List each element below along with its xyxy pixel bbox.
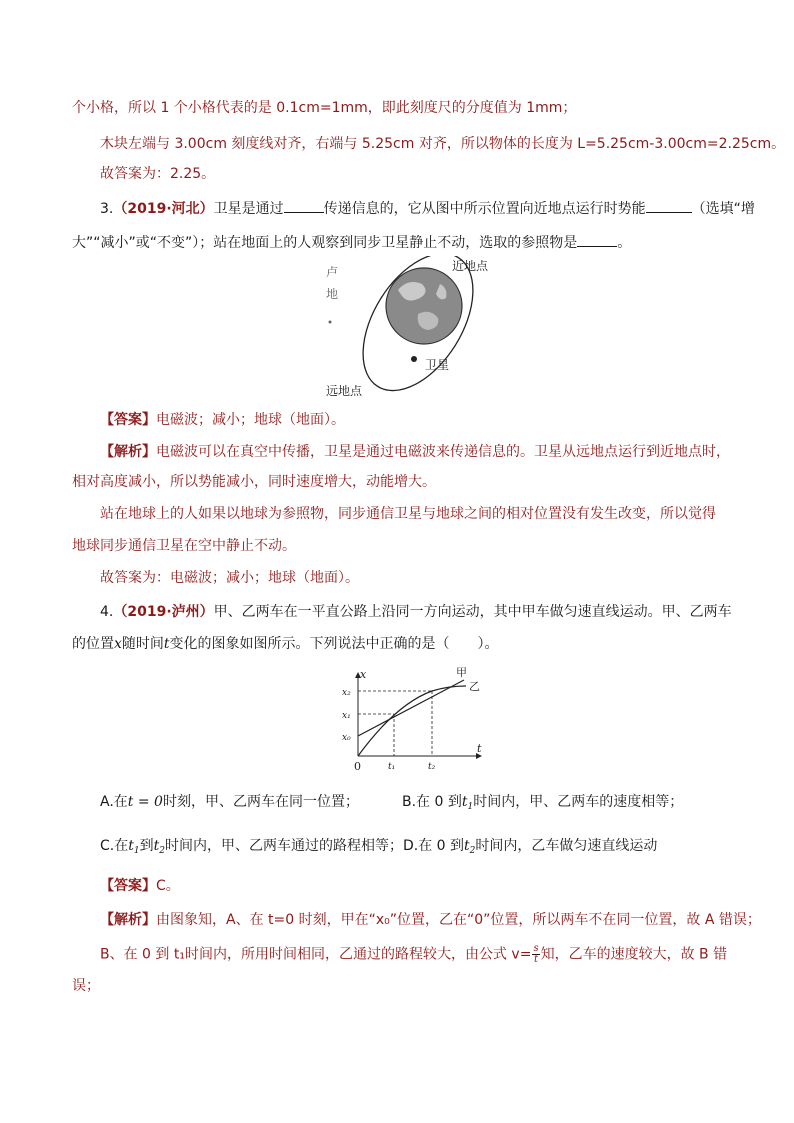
answer-tag: 【答案】 <box>100 412 156 428</box>
analysis-text: 知，乙车的速度较大，故 B 错 <box>540 946 728 963</box>
tick-label-x1: x₁ <box>342 711 351 721</box>
text-line: 个小格，所以 1 个小格代表的是 0.1cm=1mm，即此刻度尺的分度值为 1mm； <box>72 100 577 116</box>
math-expr: t = 0 <box>127 794 163 810</box>
math-subscript: 2 <box>159 846 165 856</box>
answer-blank[interactable] <box>284 198 324 213</box>
analysis-tag: 【解析】 <box>100 912 156 928</box>
analysis-text: B、在 0 到 t₁时间内，所用时间相同，乙通过的路程较大，由公式 v= <box>100 946 532 963</box>
answer-text: C。 <box>156 878 180 894</box>
option-c[interactable] <box>100 836 657 861</box>
math-expr: t <box>464 838 470 854</box>
orbit-diagram <box>318 256 518 402</box>
analysis-text: 误； <box>72 978 100 994</box>
math-subscript: 1 <box>467 802 474 812</box>
question-4-analysis <box>100 910 761 930</box>
tick-label-x2: x₂ <box>342 688 351 698</box>
tick-label-x0: x₀ <box>342 733 351 743</box>
option-text: 到 <box>139 838 154 854</box>
formula-fraction <box>532 944 539 965</box>
label-apogee: 远地点 <box>326 384 363 398</box>
label-satellite: 卫星 <box>425 358 450 372</box>
tick-label-t2: t₂ <box>428 762 436 772</box>
fraction-numerator: s <box>533 943 539 954</box>
text-line: 故答案为：2.25。 <box>100 166 216 182</box>
series-label-jia: 甲 <box>456 666 467 679</box>
text-line: 木块左端与 3.00cm 刻度线对齐，右端与 5.25cm 对齐，所以物体的长度为 L=5.25cm-3.00cm=2.25cm。 <box>100 136 786 152</box>
question-3-analysis <box>100 442 730 462</box>
math-subscript: 1 <box>133 846 140 856</box>
question-4-stem <box>100 602 732 622</box>
series-yi-curve <box>358 686 466 756</box>
stem-text: 变化的图象如图所示。下列说法中正确的是（ ）。 <box>169 636 499 652</box>
stem-text: （选填“增 <box>691 201 755 217</box>
label-perigee: 近地点 <box>452 259 489 273</box>
question-3-stem-cont <box>72 232 631 253</box>
position-time-graph <box>336 664 486 774</box>
question-4-answer <box>100 876 180 896</box>
option-a[interactable] <box>100 792 359 812</box>
math-expr: t <box>128 838 134 854</box>
question-3-answer <box>100 410 345 430</box>
axis-label-t: t <box>477 742 482 755</box>
analysis-tag: 【解析】 <box>100 444 156 460</box>
tick-label-t1: t₁ <box>388 762 396 772</box>
svg-text:卢: 卢 <box>326 265 339 279</box>
question-4-stem-cont <box>72 634 499 654</box>
stem-text: 甲、乙两车在一平直公路上沿同一方向运动，其中甲车做匀速直线运动。甲、乙两车 <box>213 604 732 620</box>
analysis-text: 电磁波可以在真空中传播，卫星是通过电磁波来传递信息的。卫星从远地点运行到近地点时， <box>156 444 730 460</box>
question-number: 4. <box>100 604 114 620</box>
question-source: （2019·河北） <box>113 201 214 217</box>
stem-text: 卫星是通过 <box>213 201 284 217</box>
stem-text: 大”“减小”或“不变”）；站在地面上的人观察到同步卫星静止不动，选取的参照物是 <box>72 235 578 251</box>
answer-tag: 【答案】 <box>100 878 156 894</box>
analysis-text: 地球同步通信卫星在空中静止不动。 <box>72 538 296 554</box>
analysis-text: 站在地球上的人如果以地球为参照物，同步通信卫星与地球之间的相对位置没有发生改变，所以觉得 <box>100 506 716 522</box>
option-text: 时刻，甲、乙两车在同一位置； <box>162 794 359 810</box>
satellite-icon <box>411 356 417 362</box>
analysis-text: 相对高度减小，所以势能减小，同时速度增大，动能增大。 <box>72 474 436 490</box>
stem-text: 随时间 <box>121 636 164 652</box>
option-text: C.在 <box>100 838 129 854</box>
option-d-text[interactable]: 时间内，乙车做匀速直线运动 <box>475 838 658 854</box>
option-text: A.在 <box>100 794 128 810</box>
answer-text: 电磁波；减小；地球（地面）。 <box>156 412 345 428</box>
graph-svg <box>336 664 486 774</box>
satellite-orbit-figure <box>318 256 518 402</box>
series-label-yi: 乙 <box>469 680 480 693</box>
question-source: （2019·泸州） <box>113 604 214 620</box>
analysis-text-line <box>100 944 727 965</box>
fraction-denominator: t <box>533 954 539 965</box>
answer-blank[interactable] <box>646 198 692 213</box>
option-b[interactable] <box>402 792 683 817</box>
math-subscript: 2 <box>469 846 476 856</box>
option-text: 时间内，甲、乙两车通过的路程相等； <box>164 838 403 854</box>
axis-label-x: x <box>360 668 367 681</box>
stem-text: 的位置 <box>72 636 114 652</box>
origin-label: 0 <box>354 760 361 773</box>
option-d-text[interactable]: D.在 0 到 <box>402 838 465 854</box>
answer-blank[interactable] <box>577 232 617 247</box>
question-number: 3. <box>100 201 114 217</box>
earth-icon <box>386 268 462 344</box>
option-text: B.在 0 到 <box>402 794 462 810</box>
option-text: 时间内，甲、乙两车的速度相等； <box>473 794 684 810</box>
math-expr: t <box>461 794 468 810</box>
svg-text:地: 地 <box>326 287 339 301</box>
variable: x <box>114 636 122 652</box>
analysis-text: 由图象知，A、在 t=0 时刻，甲在“x₀”位置，乙在“0”位置，所以两车不在同一位置，故 A 错误； <box>156 912 761 928</box>
stem-text: 。 <box>617 235 632 251</box>
final-answer: 故答案为：电磁波；减小；地球（地面）。 <box>100 570 359 586</box>
variable: t <box>163 636 170 652</box>
series-jia-line <box>358 680 464 736</box>
math-expr: t <box>153 838 160 854</box>
stem-text: 传递信息的，它从图中所示位置向近地点运行时势能 <box>323 201 646 217</box>
question-3-stem <box>100 198 755 219</box>
